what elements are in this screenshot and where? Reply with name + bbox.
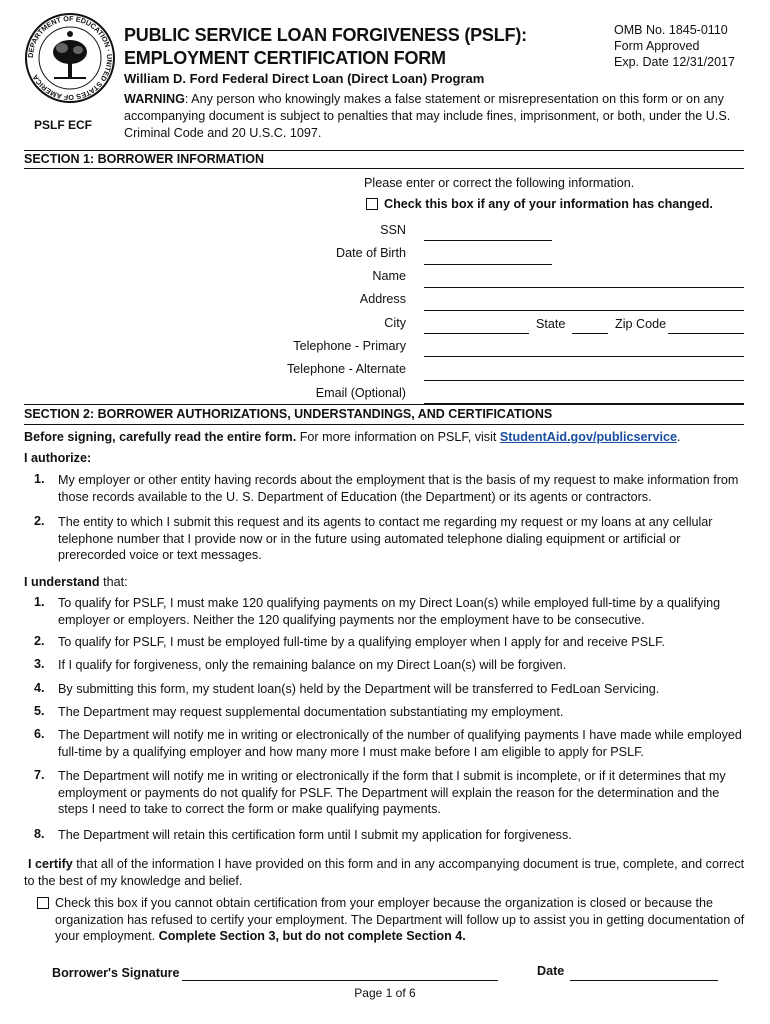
understand-item: The Department will retain this certification form until I submit my application for forgiveness. <box>58 828 572 842</box>
seal-text: DEPARTMENT OF EDUCATION · UNITED STATES OF AMERICA <box>25 13 115 103</box>
understand-item-number: 6. <box>34 727 45 741</box>
name-field[interactable] <box>424 287 744 288</box>
section1-heading: SECTION 1: BORROWER INFORMATION <box>24 152 265 166</box>
program-name: William D. Ford Federal Direct Loan (Direct Loan) Program <box>124 71 485 86</box>
form-title-line2: EMPLOYMENT CERTIFICATION FORM <box>124 48 446 68</box>
understand-item-number: 5. <box>34 704 45 718</box>
department-of-education-seal <box>24 12 116 104</box>
understand-item-number: 4. <box>34 681 45 695</box>
state-label: State <box>536 317 566 331</box>
page-number: Page 1 of 6 <box>354 986 416 1000</box>
understand-rest: that: <box>99 575 128 589</box>
address-label: Address <box>359 292 406 306</box>
understand-item: By submitting this form, my student loan(s) held by the Department will be transferred to FedLoan Servicing. <box>58 682 660 696</box>
date-label: Date <box>537 964 565 978</box>
city-field[interactable] <box>424 333 529 334</box>
section2-heading: SECTION 2: BORROWER AUTHORIZATIONS, UNDERSTANDINGS, AND CERTIFICATIONS <box>24 407 553 421</box>
section1-heading-rule <box>24 168 744 169</box>
dob-label: Date of Birth <box>336 246 406 260</box>
understand-heading <box>24 574 128 591</box>
ssn-label: SSN <box>380 223 406 237</box>
dob-field[interactable] <box>424 264 552 265</box>
omb-number: OMB No. 1845-0110 <box>614 23 728 37</box>
zip-field[interactable] <box>668 333 744 334</box>
ssn-field[interactable] <box>424 240 552 241</box>
understand-item: The Department will notify me in writing or electronically if the form that I submit is incomplete, or if it determines that my employment or payments do not qualify for PSLF. The Department will explain the reason for the determination and the steps I need to take to correct the form or make qualifying payments. <box>58 769 726 816</box>
state-field[interactable] <box>572 333 608 334</box>
understand-item: The Department will notify me in writing or electronically of the number of qualifying payments I have made while employed full-time by a qualifying employer and how many more I must make before I am eligible to apply for PSLF. <box>58 728 742 759</box>
understand-item-number: 1. <box>34 595 45 609</box>
understand-bold: I understand <box>24 575 100 589</box>
warning-label: WARNING <box>124 92 185 106</box>
section2-heading-rule <box>24 424 744 425</box>
warning-paragraph <box>124 91 749 142</box>
signature-field[interactable] <box>182 980 498 981</box>
employer-unavailable-text <box>55 895 745 945</box>
info-changed-checkbox[interactable] <box>366 198 378 210</box>
email-label: Email (Optional) <box>315 386 406 400</box>
phone-alternate-label: Telephone - Alternate <box>286 362 406 376</box>
understand-item: To qualify for PSLF, I must make 120 qualifying payments on my Direct Loan(s) while employed full-time by a qualifying employer or employers. Neither the 120 qualifying payments nor the employment have to be consecutive. <box>58 596 721 627</box>
before-signing-bold: Before signing, carefully read the entire form. <box>24 430 297 444</box>
expiration-date: Exp. Date 12/31/2017 <box>614 55 735 69</box>
omb-block <box>614 22 735 70</box>
authorize-item-number: 1. <box>34 472 45 486</box>
understand-item: If I qualify for forgiveness, only the remaining balance on my Direct Loan(s) will be forgiven. <box>58 658 567 672</box>
city-label: City <box>384 316 406 330</box>
info-changed-label: Check this box if any of your information has changed. <box>384 197 713 211</box>
form-title <box>124 24 527 70</box>
understand-item: To qualify for PSLF, I must be employed full-time by a qualifying employer when I apply for and receive PSLF. <box>58 635 665 649</box>
phone-primary-label: Telephone - Primary <box>293 339 406 353</box>
before-signing-period: . <box>676 430 681 444</box>
studentaid-link[interactable]: StudentAid.gov/publicservice <box>499 430 677 444</box>
certify-rest: that all of the information I have provided on this form and in any accompanying document is true, complete, and correct to the best of my knowledge and belief. <box>24 857 745 888</box>
employer-unavailable-label: Check this box if you cannot obtain certification from your employer because the organization is closed or because the organization has refused to certify your employment. The Department will follow up to assist you in getting documentation of your employment. <box>55 896 745 943</box>
authorize-item: My employer or other entity having records about the employment that is the basis of my request to make information from those records available to the U. S. Department of Education (the Department) or its agents or contractors. <box>58 473 739 504</box>
section2-top-rule <box>24 404 744 405</box>
date-field[interactable] <box>570 980 718 981</box>
employer-unavailable-instruction: Complete Section 3, but do not complete Section 4. <box>155 929 466 943</box>
understand-item-number: 8. <box>34 827 45 841</box>
phone-alternate-field[interactable] <box>424 380 744 381</box>
before-signing-rest: For more information on PSLF, visit <box>296 430 500 444</box>
certify-paragraph <box>24 856 748 889</box>
understand-item-number: 3. <box>34 657 45 671</box>
form-approved: Form Approved <box>614 39 700 53</box>
employer-unavailable-checkbox[interactable] <box>37 897 49 909</box>
authorize-item: The entity to which I submit this request and its agents to contact me regarding my request or my loans at any cellular telephone number that I provide now or in the future using automated telephone dialing equipment or artificial or prerecorded voice or text messages. <box>58 515 713 562</box>
section1-top-rule <box>24 150 744 151</box>
understand-item-number: 7. <box>34 768 45 782</box>
understand-item: The Department may request supplemental documentation substantiating my employment. <box>58 705 564 719</box>
phone-primary-field[interactable] <box>424 356 744 357</box>
warning-text: : Any person who knowingly makes a false statement or misrepresentation on this form or on any accompanying document is subject to penalties that may include fines, imprisonment, or both, under the U.S. Criminal Code and 20 U.S.C. 1097. <box>124 92 731 140</box>
certify-bold: I certify <box>28 857 73 871</box>
name-label: Name <box>372 269 406 283</box>
zip-label: Zip Code <box>615 317 667 331</box>
authorize-heading: I authorize: <box>24 451 92 465</box>
form-code: PSLF ECF <box>34 118 93 132</box>
signature-label: Borrower's Signature <box>52 966 180 980</box>
form-title-line1: PUBLIC SERVICE LOAN FORGIVENESS (PSLF): <box>124 25 527 45</box>
section1-intro: Please enter or correct the following information. <box>364 176 635 190</box>
understand-item-number: 2. <box>34 634 45 648</box>
authorize-item-number: 2. <box>34 514 45 528</box>
before-signing-text <box>24 429 754 446</box>
address-field[interactable] <box>424 310 744 311</box>
